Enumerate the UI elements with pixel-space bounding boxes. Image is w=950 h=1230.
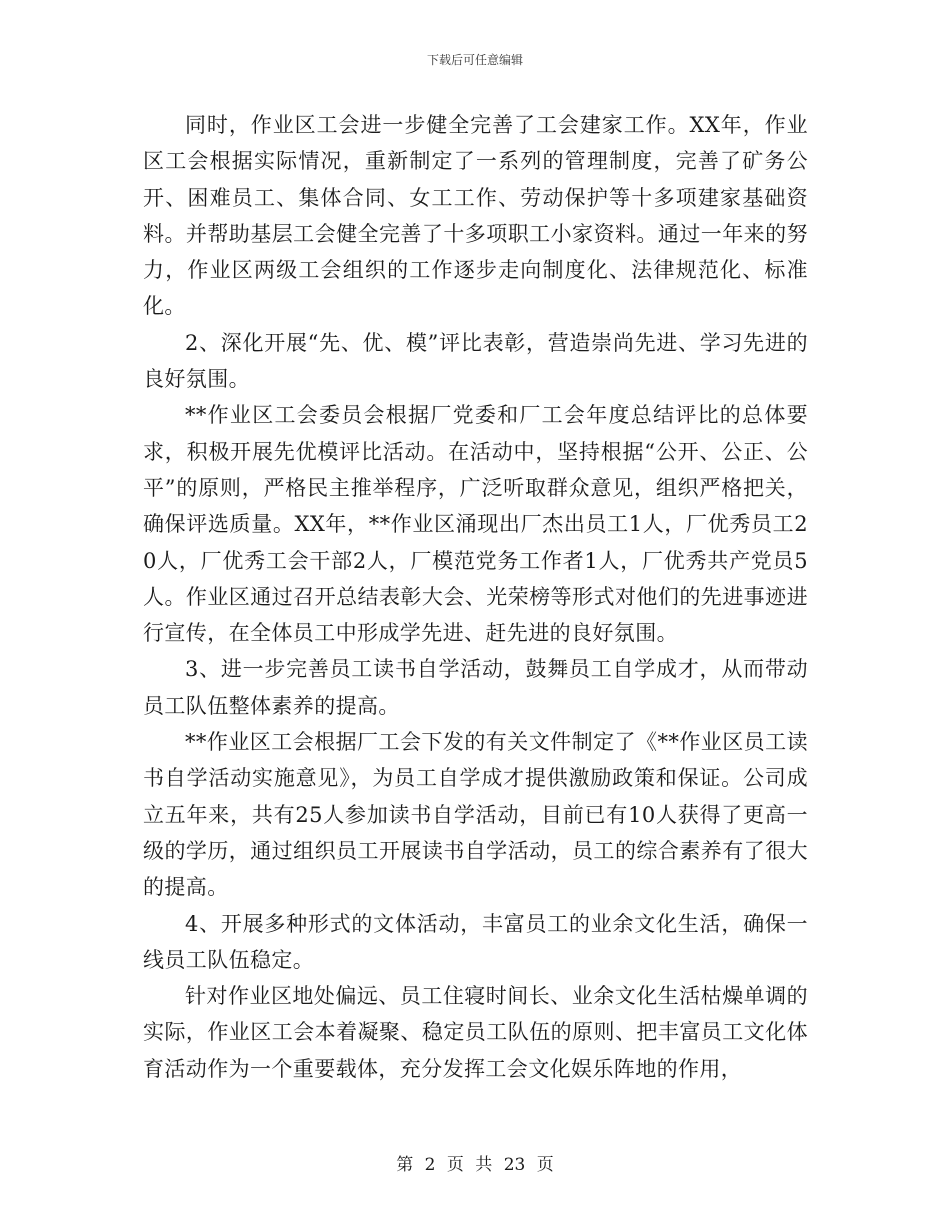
paragraph-6: 4、开展多种形式的文体活动，丰富员工的业余文化生活，确保一线员工队伍稳定。	[143, 911, 808, 972]
paragraph-1: 同时，作业区工会进一步健全完善了工会建家工作。XX年，作业区工会根据实际情况，重新制定了一系列的管理制度，完善了矿务公开、困难员工、集体合同、女工工作、劳动保护等十多项建家基础资料。并帮助基层工会健全完善了十多项职工小家资料。通过一年来的努力，作业区两级工会组织的工作逐步走向制度化、法律规范化、标准化。	[143, 113, 808, 319]
document-body	[143, 107, 808, 1087]
page-header: 下载后可任意编辑	[426, 53, 523, 67]
paragraph-7: 针对作业区地处偏远、员工住寝时间长、业余文化生活枯燥单调的实际，作业区工会本着凝聚、稳定员工队伍的原则、把丰富员工文化体育活动作为一个重要载体，充分发挥工会文化娱乐阵地的作用，	[143, 984, 808, 1081]
paragraph-5: **作业区工会根据厂工会下发的有关文件制定了《**作业区员工读书自学活动实施意见》，为员工自学成才提供激励政策和保证。公司成立五年来，共有25人参加读书自学活动，目前已有10人获得了更高一级的学历，通过组织员工开展读书自学活动，员工的综合素养有了很大的提高。	[143, 730, 808, 900]
paragraph-4: 3、进一步完善员工读书自学活动，鼓舞员工自学成才，从而带动员工队伍整体素养的提高。	[143, 657, 808, 718]
page-number: 第 2 页 共 23 页	[396, 1155, 554, 1175]
paragraph-2: 2、深化开展“先、优、模”评比表彰，营造崇尚先进、学习先进的良好氛围。	[143, 330, 808, 392]
paragraph-3: **作业区工会委员会根据厂党委和厂工会年度总结评比的总体要求，积极开展先优模评比活动。在活动中，坚持根据“公开、公正、公平”的原则，严格民主推举程序，广泛听取群众意见，组织严格把关，确保评选质量。XX年，**作业区涌现出厂杰出员工1人，厂优秀员工20人，厂优秀工会干部2人，厂模范党务工作者1人，厂优秀共产党员5人。作业区通过召开总结表彰大会、光荣榜等形式对他们的先进事迹进行宣传，在全体员工中形成学先进、赶先进的良好氛围。	[143, 403, 808, 646]
